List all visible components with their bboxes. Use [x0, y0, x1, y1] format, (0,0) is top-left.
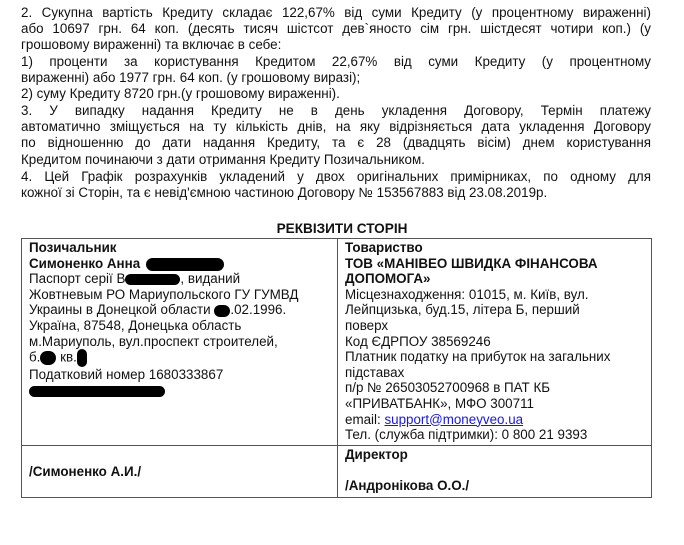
address-line-1: Україна, 87548, Донецька область — [29, 317, 242, 333]
details-row — [22, 239, 652, 446]
paragraph-4-copies: 4. Цей Графік розрахунків укладений у двох оригінальних примірниках, по одному для кожної зі Сторін, та є невід'ємною частиною Договору № 153567883 від 23.08.2019р. — [21, 169, 651, 201]
signature-row — [22, 445, 652, 497]
company-name-line-2: ДОПОМОГА» — [345, 271, 431, 287]
location-line-2: Лейпцизька, буд.15, літера Б, перший — [345, 302, 580, 318]
paragraph-3-payment-term: 3. У випадку надання Кредиту не в день укладення Договору, Термін платежу автоматично зміщується на ту кількість днів, на яку відрізняється дата укладення Договору по відношенню до дати надання Кредиту, та є 28 (двадцять вісім) днем користування Кредитом починаючи з дати отримання Кредиту Позичальником. — [21, 103, 651, 167]
company-heading: Товариство — [345, 240, 423, 255]
borrower-signature-cell — [22, 445, 338, 497]
location-line-3: поверх — [345, 317, 389, 333]
borrower-name-line — [29, 256, 331, 272]
parties-details-table — [21, 238, 652, 498]
borrower-cell — [22, 239, 338, 446]
section-title: РЕКВІЗИТИ СТОРІН — [276, 221, 408, 236]
bank-account-line-1: п/р № 26503052700968 в ПАТ КБ — [345, 380, 551, 396]
company-name-line-1: ТОВ «МАНІВЕО ШВИДКА ФІНАНСОВА — [345, 255, 598, 271]
address-line-3: б. кв. — [29, 349, 331, 367]
address-line-2: м.Мариуполь, вул.проспект строителей, — [29, 333, 278, 349]
borrower-name: Симоненко Анна — [29, 255, 141, 271]
redaction-mark — [77, 349, 87, 367]
borrower-signature: /Симоненко А.И./ — [29, 463, 142, 479]
passport-line: Паспорт серії В , виданий — [29, 271, 241, 287]
tax-status-line-2: підставах — [345, 364, 405, 380]
location-line-1: Місцезнаходження: 01015, м. Київ, вул. — [345, 286, 589, 302]
director-signature: /Андронікова О.О./ — [345, 478, 470, 494]
redaction-mark — [29, 386, 165, 397]
bank-account-line-2: «ПРИВАТБАНК», МФО 300711 — [345, 395, 534, 411]
tax-status-line-1: Платник податку на прибуток на загальних — [345, 349, 611, 365]
email-link[interactable]: support@moneyveo.ua — [384, 411, 524, 427]
email-line: email: support@moneyveo.ua — [345, 411, 524, 427]
paragraph-2-1-interest: 1) проценти за користування Кредитом 22,67% від суми Кредиту (у процентному вираженні) або 1977 грн. 64 коп. (у грошовому виразі); — [21, 54, 651, 86]
paragraph-2-total-cost: 2. Сукупна вартість Кредиту складає 122,67% від суми Кредиту (у процентному вираженні) або 10697 грн. 64 коп. (десять тисяч шістсот дев`яносто сім грн. шістдесят чотири коп.) (у грошовому вираженні) та включає в себе: — [21, 5, 651, 53]
company-signature-cell — [338, 445, 652, 497]
email-redacted — [29, 383, 331, 399]
tax-number: Податковий номер 1680333867 — [29, 367, 224, 383]
borrower-heading: Позичальник — [29, 240, 117, 255]
issued-by-line-2: Украины в Донецкой области .02.1996. — [29, 302, 287, 318]
edrpou-code: Код ЄДРПОУ 38569246 — [345, 333, 491, 349]
support-phone: Тел. (служба підтримки): 0 800 21 9393 — [345, 427, 588, 443]
spacer — [29, 398, 331, 426]
redaction-mark — [146, 258, 224, 271]
spacer — [345, 462, 645, 478]
director-title: Директор — [345, 446, 408, 462]
redaction-mark — [125, 274, 180, 285]
redaction-mark — [40, 351, 56, 365]
company-cell — [338, 239, 652, 446]
issued-by-line-1: Жовтневым РО Мариупольского ГУ ГУМВД — [29, 286, 299, 302]
redaction-mark — [214, 305, 230, 317]
paragraph-2-2-principal: 2) суму Кредиту 8720 грн.(у грошовому вираженні). — [21, 86, 340, 101]
